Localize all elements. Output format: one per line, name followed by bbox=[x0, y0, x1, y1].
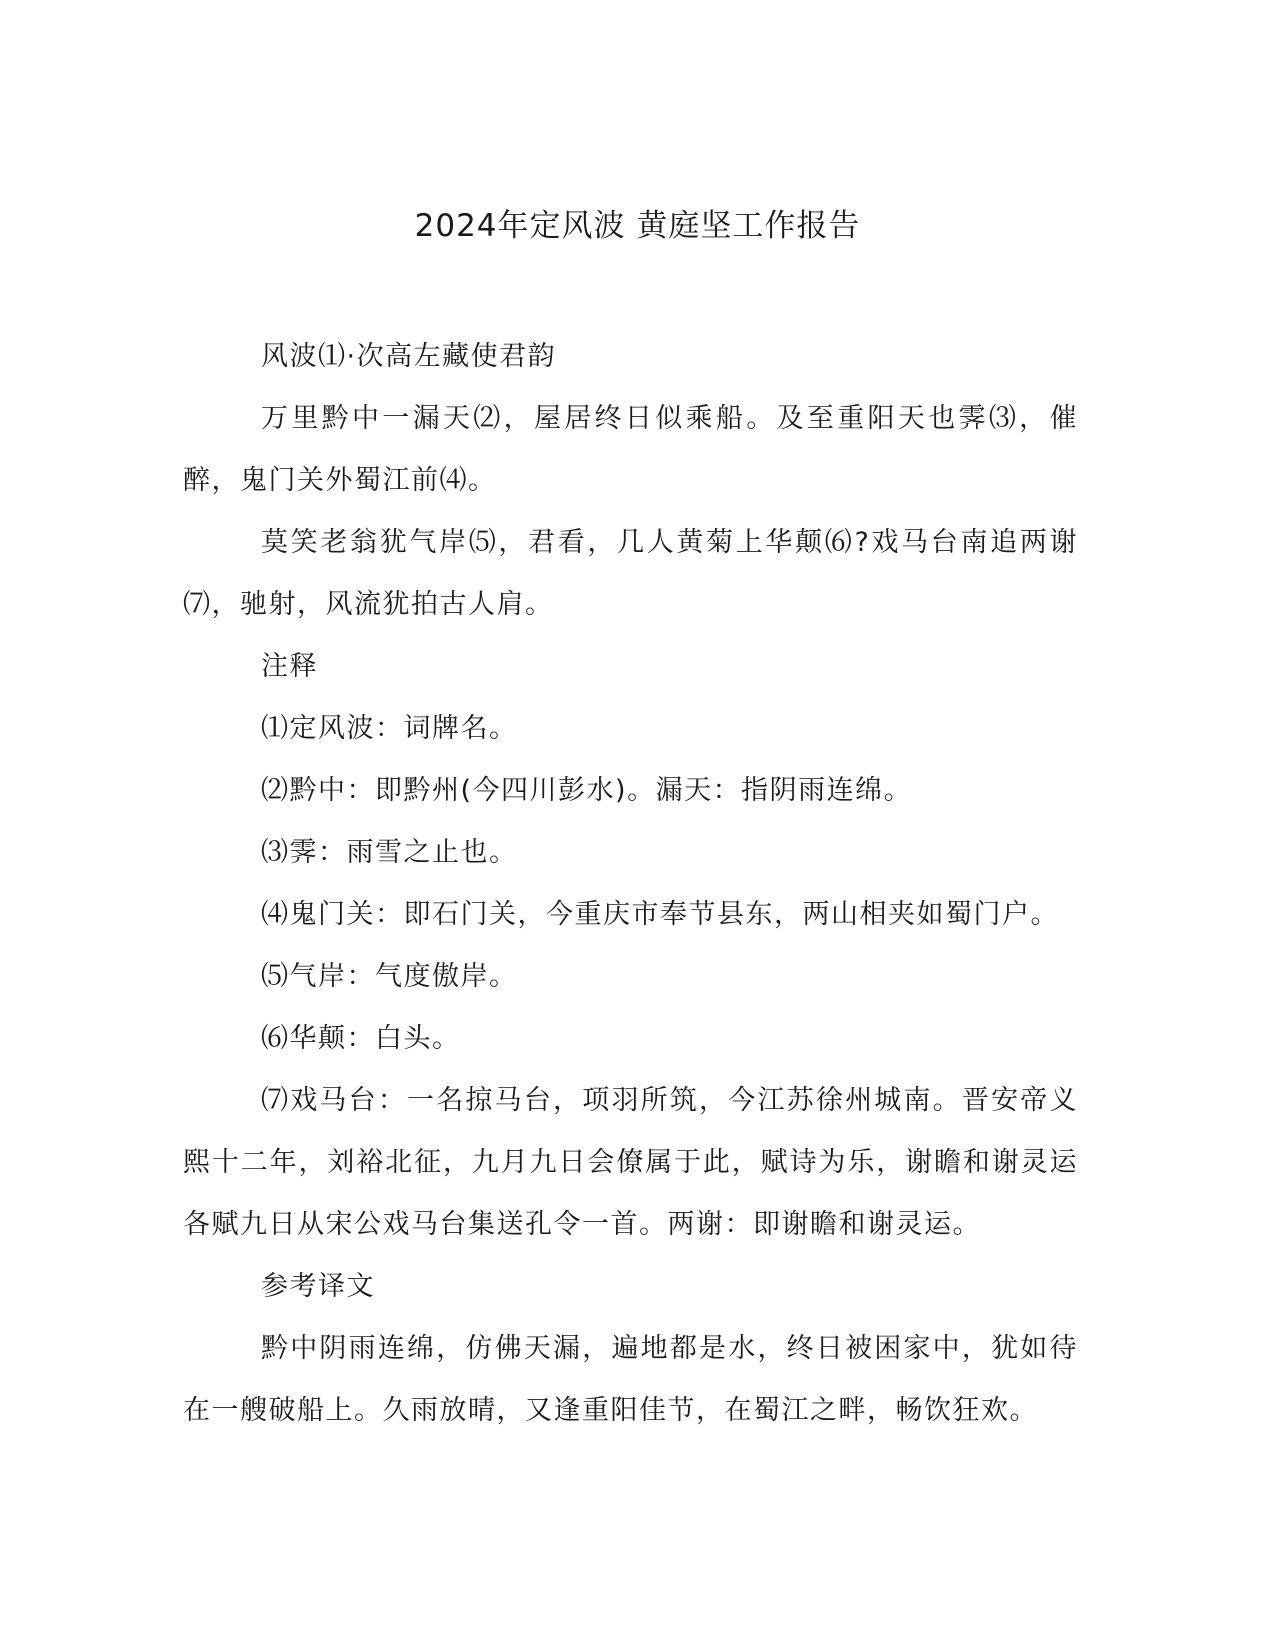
note-item: ⑸气岸：气度傲岸。 bbox=[261, 961, 518, 992]
note-item: ⑶霁：雨雪之止也。 bbox=[261, 837, 518, 868]
note-item: ⑵黔中：即黔州(今四川彭水)。漏天：指阴雨连绵。 bbox=[261, 775, 913, 806]
note-item: ⑺戏马台：一名掠马台，项羽所筑，今江苏徐州城南。晋安帝义熙十二年，刘裕北征，九月九日会僚属于此，赋诗为乐，谢瞻和谢灵运各赋九日从宋公戏马台集送孔令一首。两谢：即谢瞻和谢灵运。 bbox=[183, 1085, 1078, 1240]
poem-stanza-2: 莫笑老翁犹气岸⑸，君看，几人黄菊上华颠⑹?戏马台南追两谢⑺，驰射，风流犹拍古人肩。 bbox=[183, 527, 1078, 620]
translation-paragraph: 黔中阴雨连绵，仿佛天漏，遍地都是水，终日被困家中，犹如待在一艘破船上。久雨放晴，又逢重阳佳节，在蜀江之畔，畅饮狂欢。 bbox=[183, 1333, 1078, 1426]
poem-stanza-1: 万里黔中一漏天⑵，屋居终日似乘船。及至重阳天也霁⑶，催醉，鬼门关外蜀江前⑷。 bbox=[183, 403, 1078, 496]
document-title: 2024年定风波 黄庭坚工作报告 bbox=[414, 208, 861, 244]
notes-heading: 注释 bbox=[261, 651, 318, 682]
translation-heading: 参考译文 bbox=[261, 1271, 375, 1302]
note-item: ⑴定风波：词牌名。 bbox=[261, 713, 518, 744]
poem-heading: 风波⑴·次高左藏使君韵 bbox=[261, 341, 557, 372]
document-body bbox=[183, 326, 1078, 1442]
note-item: ⑹华颠：白头。 bbox=[261, 1023, 461, 1054]
note-item: ⑷鬼门关：即石门关，今重庆市奉节县东，两山相夹如蜀门户。 bbox=[261, 899, 1059, 930]
